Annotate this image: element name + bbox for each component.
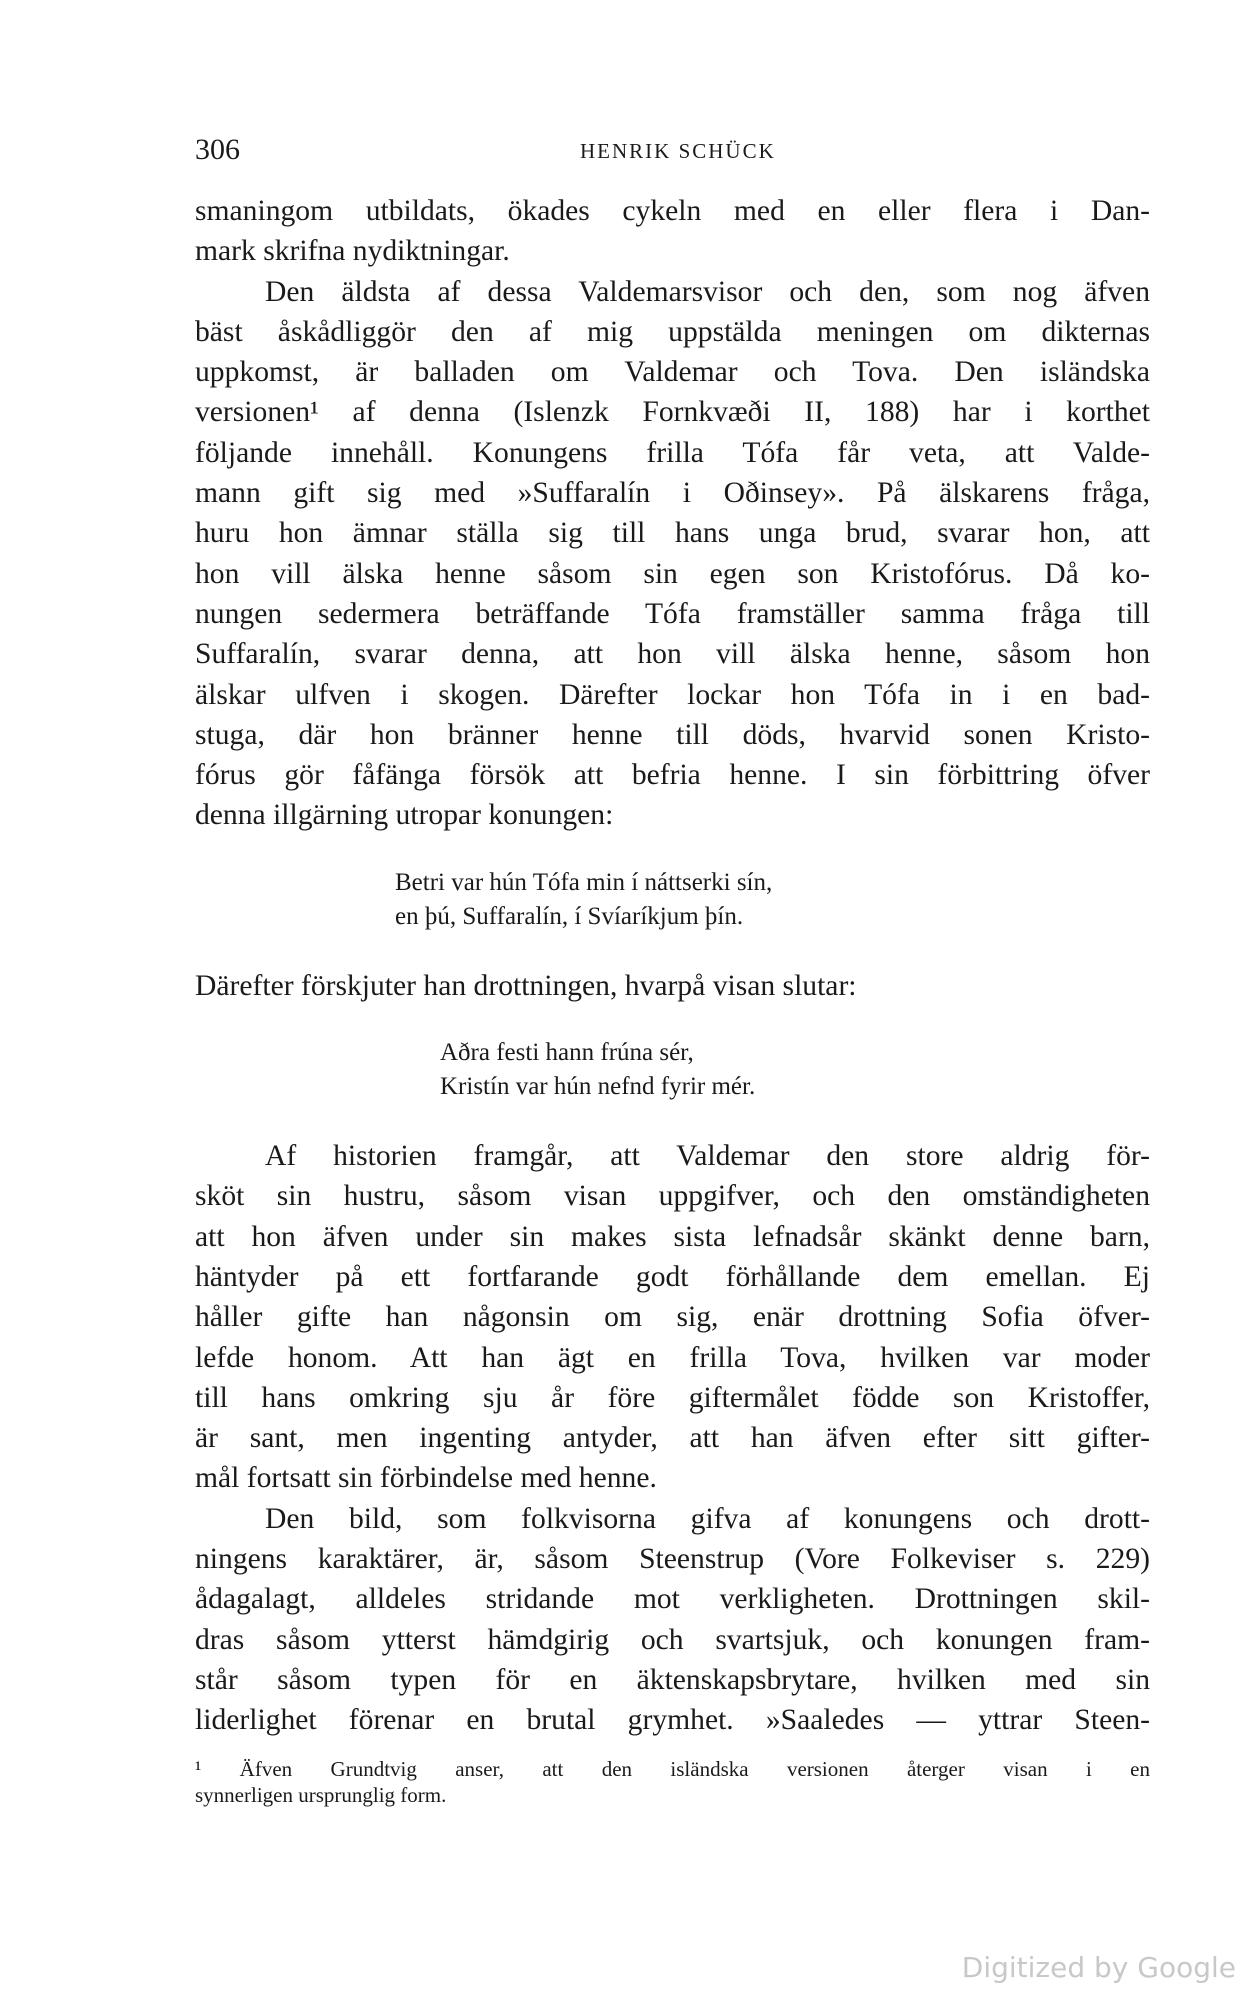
- watermark: Digitized by Google: [961, 1951, 1236, 1984]
- text-line: mann gift sig med »Suffaralín i Oðinsey». På älskarens fråga,: [195, 477, 1150, 510]
- text-line: Därefter förskjuter han drottningen, hvarpå visan slutar:: [195, 969, 857, 1002]
- text-line: mark skrifna nydiktningar.: [195, 235, 510, 268]
- verse-block: [195, 1036, 1150, 1104]
- text-line: hon vill älska henne såsom sin egen son Kristofórus. Då ko-: [195, 557, 1150, 590]
- text-line: håller gifte han någonsin om sig, enär drottning Sofia öfver-: [195, 1301, 1150, 1334]
- text-line: dras såsom ytterst hämdgirig och svartsjuk, och konungen fram-: [195, 1623, 1150, 1656]
- footnote-line: ¹ Äfven Grundtvig anser, att den isländska versionen återger visan i en: [195, 1757, 1150, 1781]
- text-line: står såsom typen för en äktenskapsbrytare, hvilken med sin: [195, 1663, 1150, 1696]
- text-line: liderlighet förenar en brutal grymhet. »Saaledes — yttrar Steen-: [195, 1704, 1150, 1737]
- text-line: bäst åskådliggör den af mig uppstälda meningen om dikternas: [195, 315, 1150, 348]
- text-line: denna illgärning utropar konungen:: [195, 799, 614, 832]
- page-header: [195, 133, 1145, 166]
- verse-line: Aðra festi hann frúna sér,: [440, 1039, 694, 1067]
- text-line: Den äldsta af dessa Valdemarsvisor och den, som nog äfven: [265, 275, 1150, 308]
- text-line: Suffaralín, svarar denna, att hon vill älska henne, såsom hon: [195, 638, 1150, 671]
- footnote: [195, 1756, 1150, 1808]
- verse-line: Betri var hún Tófa min í náttserki sín,: [395, 868, 773, 896]
- text-line: följande innehåll. Konungens frilla Tófa får veta, att Valde-: [195, 436, 1150, 469]
- footnote-line: synnerligen ursprunglig form.: [195, 1783, 447, 1807]
- text-line: häntyder på ett fortfarande godt förhållande dem emellan. Ej: [195, 1260, 1150, 1293]
- text-line: fórus gör fåfänga försök att befria henne. I sin förbittring öfver: [195, 759, 1150, 792]
- body-text: [195, 191, 1150, 1741]
- text-line: till hans omkring sju år före giftermålet födde son Kristoffer,: [195, 1381, 1150, 1414]
- text-line: ådagalagt, alldeles stridande mot verkligheten. Drottningen skil-: [195, 1583, 1150, 1616]
- page-number: 306: [195, 133, 240, 166]
- verse-line: Kristín var hún nefnd fyrir mér.: [440, 1073, 756, 1101]
- text-line: huru hon ämnar ställa sig till hans unga brud, svarar hon, att: [195, 517, 1150, 550]
- text-line: uppkomst, är balladen om Valdemar och Tova. Den isländska: [195, 356, 1150, 389]
- text-line: smaningom utbildats, ökades cykeln med en eller flera i Dan-: [195, 195, 1150, 227]
- text-line: älskar ulfven i skogen. Därefter lockar hon Tófa in i en bad-: [195, 678, 1150, 711]
- text-line: ningens karaktärer, är, såsom Steenstrup (Vore Folkeviser s. 229): [195, 1543, 1150, 1576]
- verse-block: [195, 866, 1150, 934]
- text-line: sköt sin hustru, såsom visan uppgifver, och den omständigheten: [195, 1180, 1150, 1213]
- text-line: nungen sedermera beträffande Tófa framställer samma fråga till: [195, 597, 1150, 630]
- text-line: är sant, men ingenting antyder, att han äfven efter sitt gifter-: [195, 1422, 1150, 1455]
- text-line: att hon äfven under sin makes sista lefnadsår skänkt denne barn,: [195, 1220, 1150, 1253]
- text-line: Den bild, som folkvisorna gifva af konungens och drott-: [265, 1502, 1150, 1535]
- text-line: lefde honom. Att han ägt en frilla Tova, hvilken var moder: [195, 1341, 1150, 1374]
- text-line: Af historien framgår, att Valdemar den store aldrig för-: [265, 1140, 1150, 1173]
- text-line: mål fortsatt sin förbindelse med henne.: [195, 1462, 657, 1495]
- running-head: HENRIK SCHÜCK: [580, 139, 776, 163]
- text-line: versionen¹ af denna (Islenzk Fornkvæði II, 188) har i korthet: [195, 396, 1150, 429]
- text-line: stuga, där hon bränner henne till döds, hvarvid sonen Kristo-: [195, 718, 1150, 751]
- verse-line: en þú, Suffaralín, í Svíaríkjum þín.: [395, 902, 744, 930]
